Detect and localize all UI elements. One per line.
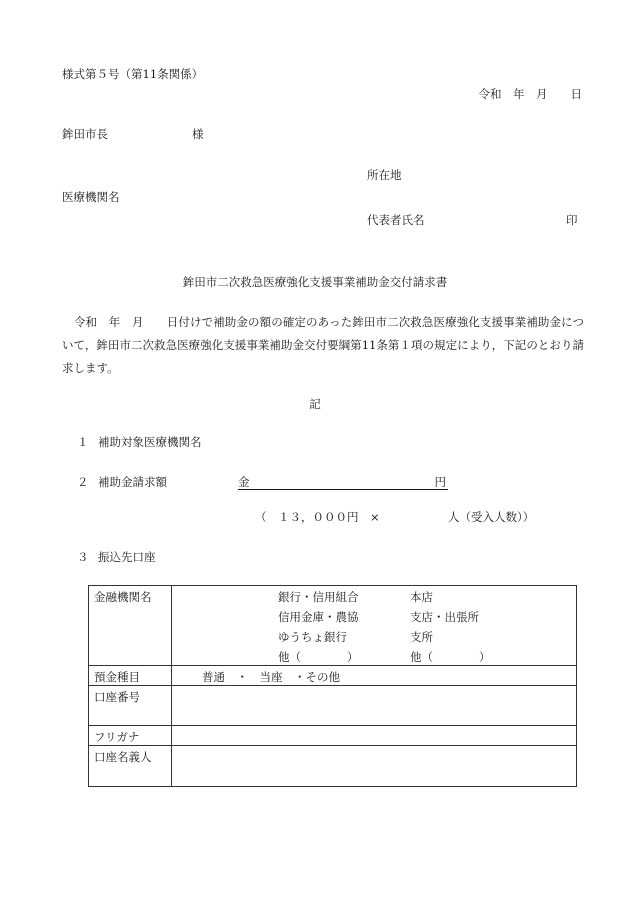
item-1-number: １	[77, 435, 89, 449]
institution-name-label: 金融機関名	[89, 586, 172, 666]
item-3-number: ３	[77, 550, 89, 564]
item-1-label: 補助対象医療機関名	[98, 435, 202, 449]
amount-prefix: 金	[238, 475, 250, 489]
deposit-type-row	[89, 666, 577, 686]
item-2-number: ２	[77, 475, 89, 489]
amount-field[interactable]	[238, 475, 448, 490]
bank-type-option: 他（ ）	[278, 650, 359, 664]
amount-formula-right: 人（受入人数））	[448, 510, 535, 524]
seal-mark: 印	[566, 213, 578, 227]
amount-suffix: 円	[434, 475, 446, 489]
institution-row	[89, 586, 577, 666]
bank-type-option: 銀行・信用組合	[278, 590, 359, 604]
institution-name-cell[interactable]	[172, 586, 577, 666]
branch-type-option: 支店・出張所	[410, 610, 479, 624]
ki-heading: 記	[309, 397, 321, 411]
account-holder-cell[interactable]	[172, 746, 577, 787]
amount-formula-left: （ １３，０００円 ×	[255, 510, 380, 524]
document-title: 鉾田市二次救急医療強化支援事業補助金交付請求書	[182, 275, 448, 289]
institution-label: 医療機関名	[62, 190, 120, 204]
branch-type-option: 支所	[410, 630, 433, 644]
representative-label: 代表者氏名	[367, 213, 425, 227]
branch-type-option: 他（ ）	[410, 650, 491, 664]
furigana-label: フリガナ	[89, 726, 172, 746]
furigana-cell[interactable]	[172, 726, 577, 746]
account-number-cell[interactable]	[172, 686, 577, 726]
account-number-row	[89, 686, 577, 726]
deposit-type-label: 預金種目	[89, 666, 172, 686]
bank-account-table	[88, 585, 577, 787]
body-paragraph: 令和 年 月 日付けで補助金の額の確定のあった鉾田市二次救急医療強化支援事業補助金について，鉾田市二次救急医療強化支援事業補助金交付要綱第11条第１項の規定により，下記のとおり請求します。	[62, 315, 584, 375]
account-number-label: 口座番号	[89, 686, 172, 726]
form-number: 様式第５号（第11条関係）	[62, 67, 204, 81]
account-holder-row	[89, 746, 577, 787]
address-label: 所在地	[367, 168, 402, 182]
deposit-type-options[interactable]: 普通 ・ 当座 ・その他	[172, 666, 577, 686]
furigana-row	[89, 726, 577, 746]
branch-type-option: 本店	[410, 590, 433, 604]
item-2-label: 補助金請求額	[98, 475, 167, 489]
bank-type-option: 信用金庫・農協	[278, 610, 359, 624]
item-3-label: 振込先口座	[98, 550, 156, 564]
account-holder-label: 口座名義人	[89, 746, 172, 787]
date-line: 令和 年 月 日	[478, 87, 582, 101]
bank-type-option: ゆうちょ銀行	[278, 630, 347, 644]
addressee: 鉾田市長	[62, 127, 108, 141]
addressee-suffix: 様	[192, 127, 204, 141]
